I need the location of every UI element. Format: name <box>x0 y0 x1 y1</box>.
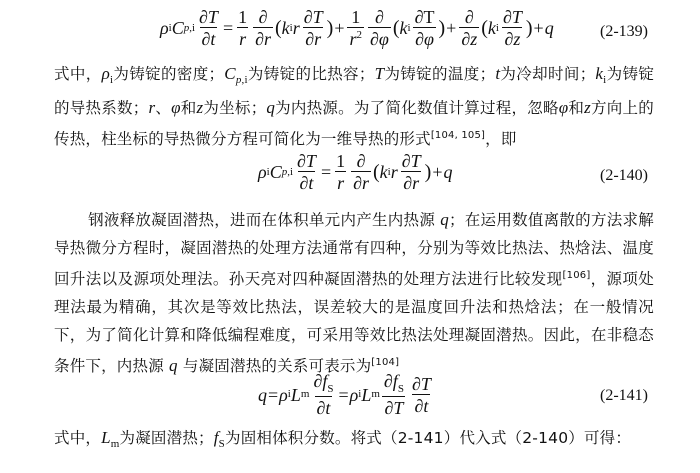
equation-2-141 <box>0 370 700 422</box>
equation-2-139-body: ρ i C p ,i $\frac{\partial T}{\partial t}$ = $\frac{1}{r}$ $\frac{\partial}{\partial r}$ ( k i r $\frac{\partial T}{\partial r}$ ) + $\frac{1}{r^2}$ $\frac{\partial}{\partial\varphi}$ ( k i $\frac{\partial T}{\partial\varphi}$ ) + $\frac{\partial}{\partial z}$ ( k i $\frac{\partial T}{\partial z}$ ) + q <box>160 7 554 49</box>
equation-2-139 <box>0 6 700 58</box>
equation-number: (2-139) <box>600 23 648 40</box>
equation-2-140-body: ρ i C p ,i $\frac{\partial T}{\partial t}$ = $\frac{1}{r}$ $\frac{\partial}{\partial r}$ ( k i r $\frac{\partial T}{\partial r}$ ) + q <box>258 151 453 193</box>
equation-2-141-body: q = ρ i L m $\frac{\partial f_S}{\partial t}$ = ρ i L m $\frac{\partial f_S}{\partial T}$ $\frac{\partial T}{\partial t}$ <box>258 371 431 418</box>
equation-number: (2-141) <box>600 387 648 404</box>
equation-2-140 <box>0 150 700 202</box>
equation-number: (2-140) <box>600 167 648 184</box>
paragraph-variables: 式中，$\rho_i$为铸锭的密度；$C_{p,i}$为铸锭的比热容；T为铸锭的温度；t为冷却时间；$k_i$为铸锭的导热系数；r、φ和z为坐标；q为内热源。为了简化数值计算过程，忽略φ和z方向上的传热，柱坐标的导热微分方程可简化为一维导热的形式[104, 105]，即 <box>54 64 655 148</box>
paragraph-latent-heat: 钢液释放凝固潜热，进而在体积单元内产生内热源 q；在运用数值离散的方法求解导热微分方程时，凝固潜热的处理方法通常有四种，分别为等效比热法、热焓法、温度回升法以及源项处理法。孙天亮对四种凝固潜热的处理方法进行比较发现[106]，源项处理法最为精确，其次是等效比热法，误差较大的是温度回升法和热焓法；在一般情况下，为了简化计算和降低编程难度，可采用等效比热法处理凝固潜热。因此，在非稳态条件下，内热源 q 与凝固潜热的关系可表示为[104] <box>54 210 654 375</box>
paragraph-latent-definitions: 式中，$L_m$为凝固潜热；$f_S$为固相体积分数。将式（2-141）代入式（2-140）可得： <box>54 428 632 450</box>
